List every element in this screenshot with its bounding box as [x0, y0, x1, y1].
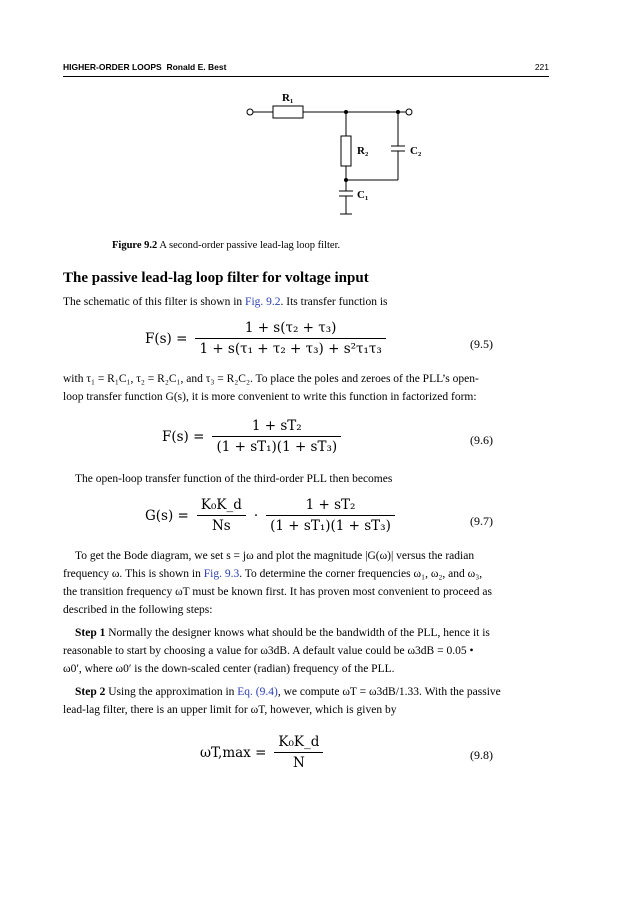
equation-9-6	[162, 418, 341, 455]
eq97-dot: ·	[253, 507, 259, 524]
resistor-r1	[273, 106, 303, 118]
equation-9-8	[200, 734, 323, 771]
label-r2: R₂	[357, 145, 369, 157]
caption-label: Figure 9.2	[112, 240, 158, 251]
paragraph-bode	[63, 547, 549, 619]
text: , we compute ωT = ω3dB/1.33. With the passive	[277, 686, 501, 698]
eq-9-4-link[interactable]: Eq. (9.4)	[237, 686, 278, 698]
caption-text: A second-order passive lead-lag loop filter.	[159, 240, 341, 251]
equation-9-7	[145, 497, 395, 534]
eq95-number: (9.5)	[470, 337, 493, 351]
label-c1: C₁	[357, 189, 369, 201]
eq98-lhs: ωT,max =	[200, 744, 267, 761]
lead-lag-filter-schematic	[238, 88, 438, 228]
text-line: To get the Bode diagram, we set s = jω and plot the magnitude |G(ω)| versus the radian	[75, 550, 475, 562]
text: . Its transfer function is	[280, 296, 388, 308]
eq96-numerator: 1 + sT₂	[212, 418, 341, 437]
text: Normally the designer knows what should be the bandwidth of the PLL, hence it is	[105, 627, 490, 639]
paragraph-step-1	[63, 624, 549, 678]
fig-9-2-link[interactable]: Fig. 9.2	[245, 296, 281, 308]
eq95-denominator: 1 + s(τ₁ + τ₂ + τ₃) + s²τ₁τ₃	[199, 341, 382, 357]
label-r1: R₁	[282, 92, 294, 104]
text: The schematic of this filter is shown in	[63, 296, 246, 308]
eq97-numerator-1: K₀K_d	[197, 497, 246, 516]
text-line	[63, 565, 549, 583]
paragraph-time-constants	[63, 370, 549, 406]
text-line: ω0′, where ω0′ is the down-scaled center (radian) frequency of the PLL.	[63, 663, 395, 675]
label-c2: C₂	[410, 145, 422, 157]
text-line: reasonable to start by choosing a value for ω3dB. A default value could be ω3dB = 0.05 •	[63, 645, 474, 657]
text-line: with τ₁ = R₁C₁, τ₂ = R₂C₁, and τ₃ = R₂C₂. To place the poles and zeroes of the PLL’s open-	[63, 373, 479, 385]
header-divider	[63, 76, 549, 77]
resistor-r2	[341, 136, 351, 166]
page-number: 221	[534, 62, 549, 72]
eq97-numerator-2: 1 + sT₂	[266, 497, 395, 516]
eq95-lhs: F(s) =	[145, 330, 188, 347]
eq97-denominator-2: (1 + sT₁)(1 + sT₃)	[270, 518, 391, 534]
eq98-number: (9.8)	[470, 748, 493, 762]
eq97-fraction-1	[197, 497, 246, 534]
text-line	[63, 624, 549, 642]
step-1-label: Step 1	[75, 627, 106, 639]
paragraph-step-2	[63, 683, 549, 719]
eq97-number: (9.7)	[470, 514, 493, 528]
step-2-label: Step 2	[75, 686, 106, 698]
running-header	[63, 62, 549, 74]
figure-caption	[112, 240, 340, 251]
eq97-denominator-1: Ns	[211, 518, 231, 534]
text: Using the approximation in	[105, 686, 238, 698]
text-line: lead-lag filter, there is an upper limit for ωT, however, which is given by	[63, 704, 397, 716]
text-line: the transition frequency ωT must be known first. It has proven most convenient to proceed as	[63, 586, 492, 598]
output-terminal	[406, 109, 412, 115]
paragraph-open-loop: The open-loop transfer function of the third-order PLL then becomes	[75, 473, 393, 485]
text: frequency ω. This is shown in	[63, 568, 204, 580]
input-terminal	[247, 109, 253, 115]
text-line: described in the following steps:	[63, 604, 213, 616]
eq96-denominator: (1 + sT₁)(1 + sT₃)	[216, 439, 338, 455]
eq98-numerator: K₀K_d	[274, 734, 323, 753]
text: . To determine the corner frequencies ω₁, ω₂, and ω₃,	[239, 568, 483, 580]
eq98-fraction	[274, 734, 323, 771]
eq97-lhs: G(s) =	[145, 507, 189, 524]
eq96-number: (9.6)	[470, 433, 493, 447]
header-author: Ronald E. Best	[166, 62, 227, 72]
text-line	[63, 683, 549, 701]
section-title: The passive lead-lag loop filter for voltage input	[63, 270, 369, 286]
text-line: loop transfer function G(s), it is more convenient to write this function in factorized form:	[63, 391, 477, 403]
header-title	[63, 62, 226, 72]
eq96-fraction	[212, 418, 341, 455]
eq98-denominator: N	[292, 755, 305, 771]
equation-9-5	[145, 320, 386, 357]
header-chapter-title: HIGHER-ORDER LOOPS	[63, 62, 162, 72]
eq95-fraction	[195, 320, 385, 357]
fig-9-3-link[interactable]: Fig. 9.3	[203, 568, 240, 580]
eq95-numerator: 1 + s(τ₂ + τ₃)	[195, 320, 385, 339]
paragraph-intro	[63, 293, 549, 311]
eq96-lhs: F(s) =	[162, 428, 205, 445]
eq97-fraction-2	[266, 497, 395, 534]
